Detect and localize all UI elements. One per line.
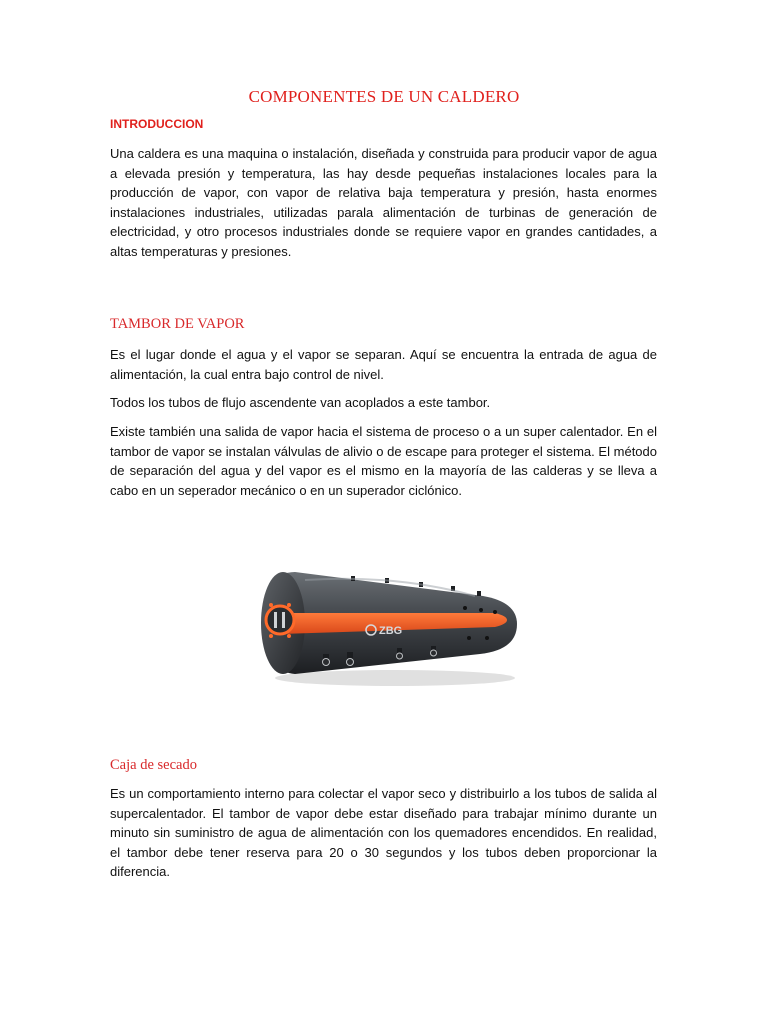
section-heading-introduccion: INTRODUCCION [110, 117, 204, 131]
section-heading-caja-de-secado: Caja de secado [110, 757, 197, 773]
paragraph-tambor-3: Existe también una salida de vapor hacia el sistema de proceso o a un super calentador. En el tambor de vapor se instalan válvulas de alivio o de escape para proteger el sistema. El método de separación del agua y del vapor es el mismo en la mayoría de las calderas y se lleva a cabo en un seperador mecánico o en un superador ciclónico. [110, 424, 657, 498]
paragraph-tambor-2: Todos los tubos de flujo ascendente van acoplados a este tambor. [110, 395, 491, 410]
paragraph-introduccion: Una caldera es una maquina o instalación, diseñada y construida para producir vapor de agua a elevada presión y temperatura, las hay desde pequeñas instalaciones locales para la producción de vapor, con vapor de relativa baja temperatura y presión, hasta enormes instalaciones industriales, utilizadas parala alimentación de turbinas de generación de electricidad, y otro procesos industriales donde se requiere vapor en grandes cantidades, a altas temperaturas y presiones. [110, 146, 657, 259]
paragraph-tambor-1: Es el lugar donde el agua y el vapor se separan. Aquí se encuentra la entrada de agua de alimentación, la cual entra bajo control de nivel. [110, 347, 657, 382]
steam-drum-image [255, 550, 520, 700]
paragraph-caja-de-secado: Es un comportamiento interno para colectar el vapor seco y distribuirlo a los tubos de salida al supercalentador. El tambor de vapor debe estar diseñado para trabajar mínimo durante un minuto sin suministro de agua de alimentación con los quemadores encendidos. En realidad, el tambor debe tener reserva para 20 o 30 segundos y los tubos deben proporcionar la diferencia. [110, 786, 657, 879]
section-heading-tambor-de-vapor: TAMBOR DE VAPOR [110, 316, 245, 332]
page-title: COMPONENTES DE UN CALDERO [248, 87, 520, 106]
svg-text:ZBG: ZBG [379, 625, 403, 637]
